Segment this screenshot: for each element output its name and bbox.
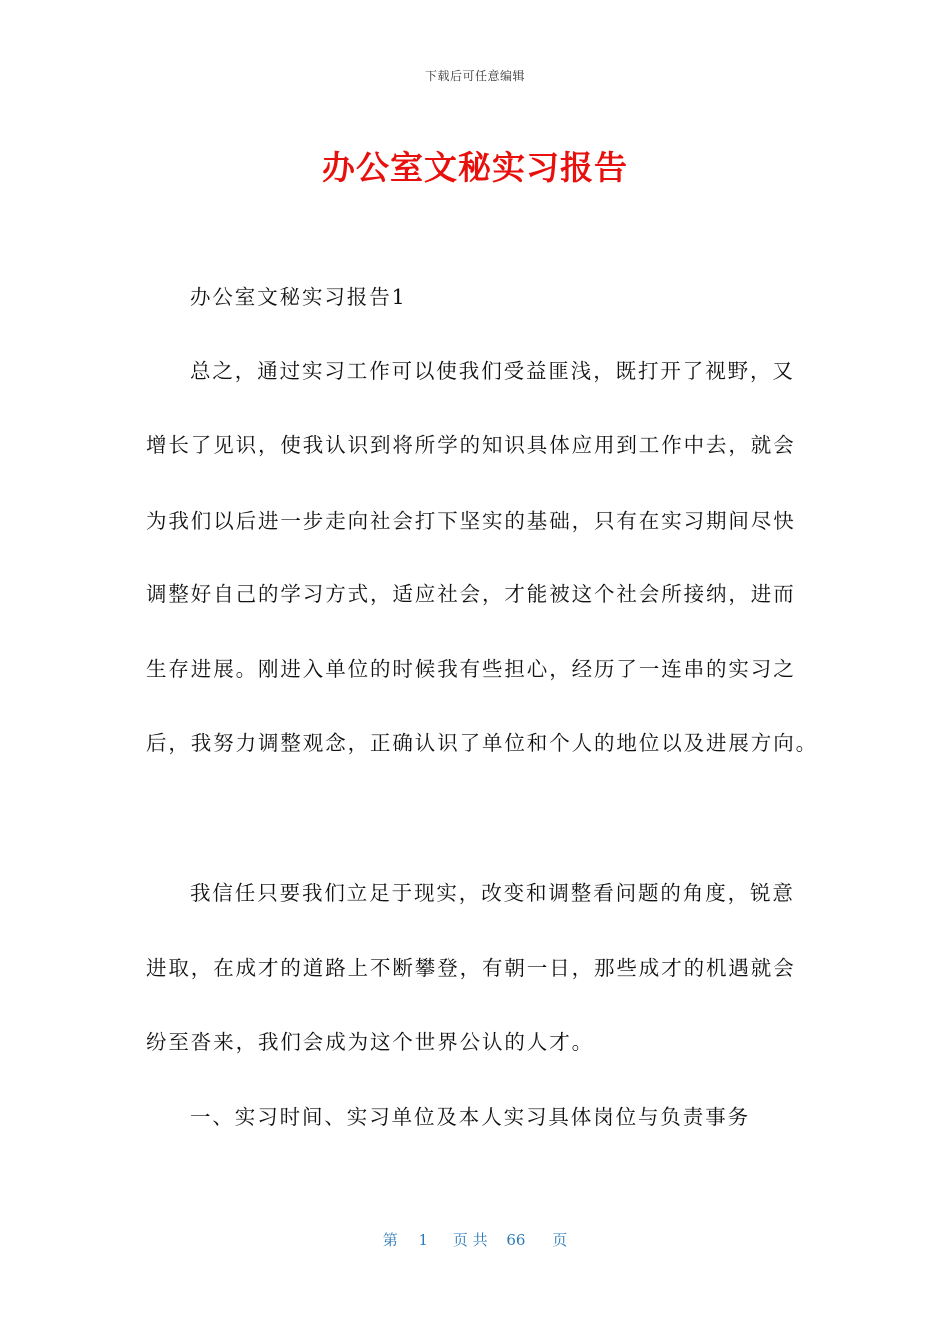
page-footer bbox=[0, 1229, 950, 1250]
paragraph2-line2: 进取，在成才的道路上不断攀登，有朝一日，那些成才的机遇就会 bbox=[146, 956, 796, 980]
paragraph2-line1: 我信任只要我们立足于现实，改变和调整看问题的角度，锐意 bbox=[190, 881, 795, 905]
footer-prefix: 第 bbox=[382, 1231, 398, 1249]
footer-middle: 页 共 bbox=[452, 1231, 488, 1249]
footer-total-pages: 66 bbox=[506, 1231, 526, 1249]
footer-suffix: 页 bbox=[552, 1231, 568, 1249]
paragraph1-line1: 总之，通过实习工作可以使我们受益匪浅，既打开了视野，又 bbox=[190, 359, 795, 383]
footer-page-number: 1 bbox=[418, 1231, 429, 1249]
paragraph1-line6: 后，我努力调整观念，正确认识了单位和个人的地位以及进展方向。 bbox=[146, 731, 818, 755]
document-title: 办公室文秘实习报告 bbox=[322, 148, 628, 187]
paragraph2-line3: 纷至沓来，我们会成为这个世界公认的人才。 bbox=[146, 1030, 594, 1054]
section-heading-1: 一、实习时间、实习单位及本人实习具体岗位与负责事务 bbox=[190, 1105, 750, 1129]
header-note: 下载后可任意编辑 bbox=[424, 69, 525, 83]
paragraph1-line4: 调整好自己的学习方式，适应社会，才能被这个社会所接纳，进而 bbox=[146, 582, 796, 606]
paragraph1-line2: 增长了见识，使我认识到将所学的知识具体应用到工作中去，就会 bbox=[146, 433, 796, 457]
document-subtitle: 办公室文秘实习报告1 bbox=[190, 285, 407, 309]
paragraph1-line5: 生存进展。刚进入单位的时候我有些担心，经历了一连串的实习之 bbox=[146, 657, 796, 681]
paragraph1-line3: 为我们以后进一步走向社会打下坚实的基础，只有在实习期间尽快 bbox=[146, 509, 796, 533]
